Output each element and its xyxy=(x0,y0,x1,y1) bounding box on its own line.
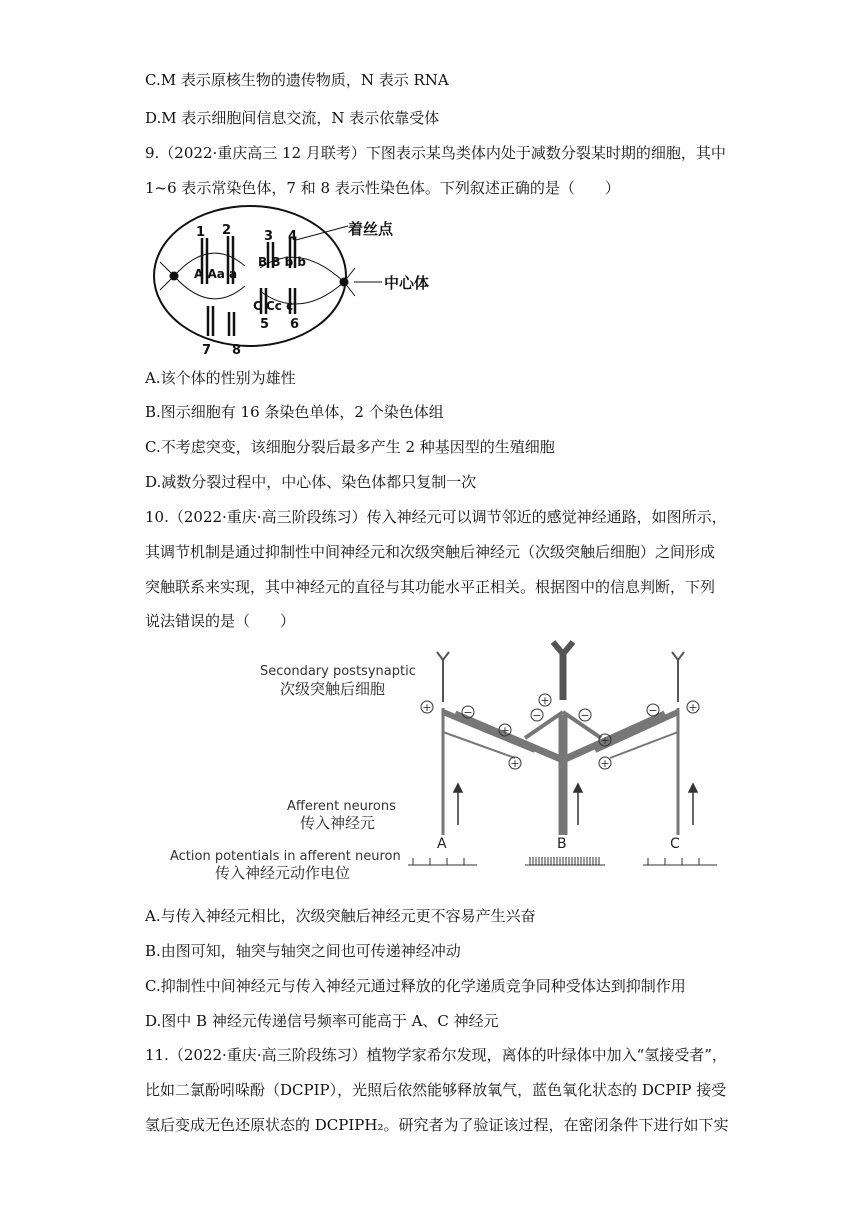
inhibitory-marker: − xyxy=(532,709,542,722)
chromosome-number: 1 xyxy=(196,225,206,240)
chromosome-number: 7 xyxy=(202,343,212,356)
option-a: A.该个体的性别为雄性 xyxy=(145,369,296,387)
neuron-label-b: B xyxy=(557,836,567,852)
excitatory-marker: + xyxy=(600,757,610,770)
gene-labels: B B b b xyxy=(258,255,307,269)
question-10-stem: 突触联系来实现，其中神经元的直径与其功能水平正相关。根据图中的信息判断，下列 xyxy=(145,578,716,596)
chromosome-number: 4 xyxy=(288,229,298,244)
excitatory-marker: + xyxy=(688,701,698,714)
chromosome-number: 3 xyxy=(264,229,274,244)
neuron-label-c: C xyxy=(670,836,680,852)
chromosome-number: 8 xyxy=(232,343,242,356)
option-a: A.与传入神经元相比，次级突触后神经元更不容易产生兴奋 xyxy=(145,907,536,925)
ap-en-label: Action potentials in afferent neuron xyxy=(170,849,401,864)
inhibitory-marker: − xyxy=(648,704,658,717)
option-c: C.不考虑突变，该细胞分裂后最多产生 2 种基因型的生殖细胞 xyxy=(145,438,555,456)
centrosome-label: 中心体 xyxy=(384,274,430,292)
ap-cn-label: 传入神经元动作电位 xyxy=(215,864,351,882)
afferent-cn-label: 传入神经元 xyxy=(300,814,376,832)
centromere-label: 着丝点 xyxy=(348,220,394,238)
option-d: D.图中 B 神经元传递信号频率可能高于 A、C 神经元 xyxy=(145,1012,499,1030)
inhibitory-marker: − xyxy=(463,706,473,719)
option-b: B.由图可知，轴突与轴突之间也可传递神经冲动 xyxy=(145,942,461,960)
question-11-stem: 比如二氯酚吲哚酚（DCPIP），光照后依然能够释放氧气，蓝色氧化状态的 DCPIP 接受 xyxy=(145,1081,727,1099)
question-10-stem: 10.（2022·重庆·高三阶段练习）传入神经元可以调节邻近的感觉神经通路，如图所示， xyxy=(145,508,727,526)
text-line: C.M 表示原核生物的遗传物质，N 表示 RNA xyxy=(145,71,449,89)
neuron-label-a: A xyxy=(437,836,447,852)
question-10-stem: 说法错误的是（ ） xyxy=(145,612,296,630)
option-c: C.抑制性中间神经元与传入神经元通过释放的化学递质竞争同种受体达到抑制作用 xyxy=(145,977,686,995)
text-line: D.M 表示细胞间信息交流，N 表示依靠受体 xyxy=(145,109,440,127)
question-10-stem: 其调节机制是通过抑制性中间神经元和次级突触后神经元（次级突触后细胞）之间形成 xyxy=(145,543,716,561)
meiosis-cell-figure xyxy=(150,196,450,356)
question-11-stem: 11.（2022·重庆·高三阶段练习）植物学家希尔发现，离体的叶绿体中加入“氢接受者”， xyxy=(145,1046,727,1064)
excitatory-marker: + xyxy=(510,757,520,770)
secondary-cn-label: 次级突触后细胞 xyxy=(280,680,386,698)
gene-labels: C Cc c xyxy=(253,299,294,313)
chromosome-number: 2 xyxy=(222,223,232,238)
chromosome-number: 5 xyxy=(260,317,270,332)
option-b: B.图示细胞有 16 条染色单体，2 个染色体组 xyxy=(145,403,444,421)
neuron-figure xyxy=(165,640,735,890)
excitatory-marker: + xyxy=(500,724,510,737)
secondary-en-label: Secondary postsynaptic xyxy=(260,664,416,679)
excitatory-marker: + xyxy=(422,701,432,714)
option-d: D.减数分裂过程中，中心体、染色体都只复制一次 xyxy=(145,473,477,491)
afferent-en-label: Afferent neurons xyxy=(287,799,396,814)
inhibitory-marker: − xyxy=(580,709,590,722)
gene-labels: A Aa a xyxy=(194,267,238,281)
question-9-stem: 9.（2022·重庆高三 12 月联考）下图表示某鸟类体内处于减数分裂某时期的细胞，其中 xyxy=(145,144,726,162)
excitatory-marker: + xyxy=(540,694,550,707)
excitatory-marker: + xyxy=(600,734,610,747)
question-11-stem: 氢后变成无色还原状态的 DCPIPH₂。研究者为了验证该过程，在密闭条件下进行如下实 xyxy=(145,1116,729,1134)
chromosome-number: 6 xyxy=(290,317,300,332)
question-9-stem: 1~6 表示常染色体，7 和 8 表示性染色体。下列叙述正确的是（ ） xyxy=(145,179,620,197)
